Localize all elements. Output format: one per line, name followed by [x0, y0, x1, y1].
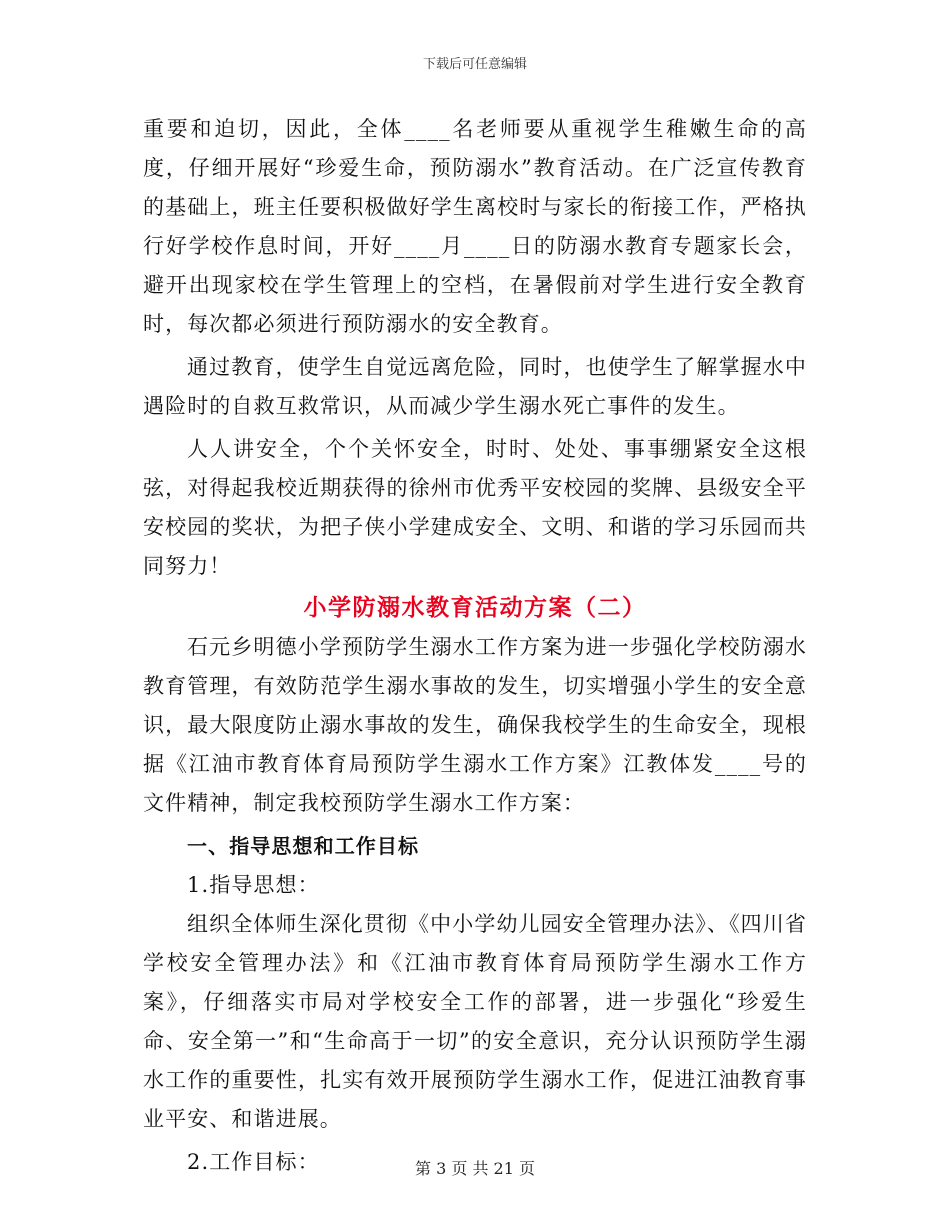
paragraph-5: 组织全体师生深化贯彻《中小学幼儿园安全管理办法》、《四川省学校安全管理办法》和《江油市教育体育局预防学生溺水工作方案》，仔细落实市局对学校安全工作的部署，进一步强化“珍爱生命、安全第一”和“生命高于一切”的安全意识，充分认识预防学生溺水工作的重要性，扎实有效开展预防学生溺水工作，促进江油教育事业平安、和谐进展。: [143, 912, 807, 1131]
subheading-guiding-thought: 1.指导思想：: [187, 873, 320, 897]
subheading-work-goal: 2.工作目标：: [187, 1150, 320, 1174]
paragraph-2: 通过教育，使学生自觉远离危险，同时，也使学生了解掌握水中遇险时的自救互救常识，从而减少学生溺水死亡事件的发生。: [143, 355, 807, 418]
page-number: 第 3 页 共 21 页: [415, 1159, 535, 1178]
heading-guiding-principles: 一、指导思想和工作目标: [187, 834, 420, 858]
paragraph-4: 石元乡明德小学预防学生溺水工作方案为进一步强化学校防溺水教育管理，有效防范学生溺水事故的发生，切实增强小学生的安全意识，最大限度防止溺水事故的发生，确保我校学生的生命安全，现根据《江油市教育体育局预防学生溺水工作方案》江教体发____号的文件精神，制定我校预防学生溺水工作方案：: [143, 635, 807, 815]
page-header-note: 下载后可任意编辑: [422, 57, 527, 72]
document-body: [143, 110, 807, 1182]
section-title: 小学防溺水教育活动方案（二）: [303, 595, 647, 621]
paragraph-3: 人人讲安全，个个关怀安全，时时、处处、事事绷紧安全这根弦，对得起我校近期获得的徐州市优秀平安校园的奖牌、县级安全平安校园的奖状，为把子侠小学建成安全、文明、和谐的学习乐园而共同努力！: [143, 437, 807, 578]
paragraph-1: 重要和迫切，因此，全体____名老师要从重视学生稚嫩生命的高度，仔细开展好“珍爱生命，预防溺水”教育活动。在广泛宣传教育的基础上，班主任要积极做好学生离校时与家长的衔接工作，严格执行好学校作息时间，开好____月____日的防溺水教育专题家长会，避开出现家校在学生管理上的空档，在暑假前对学生进行安全教育时，每次都必须进行预防溺水的安全教育。: [143, 117, 807, 336]
